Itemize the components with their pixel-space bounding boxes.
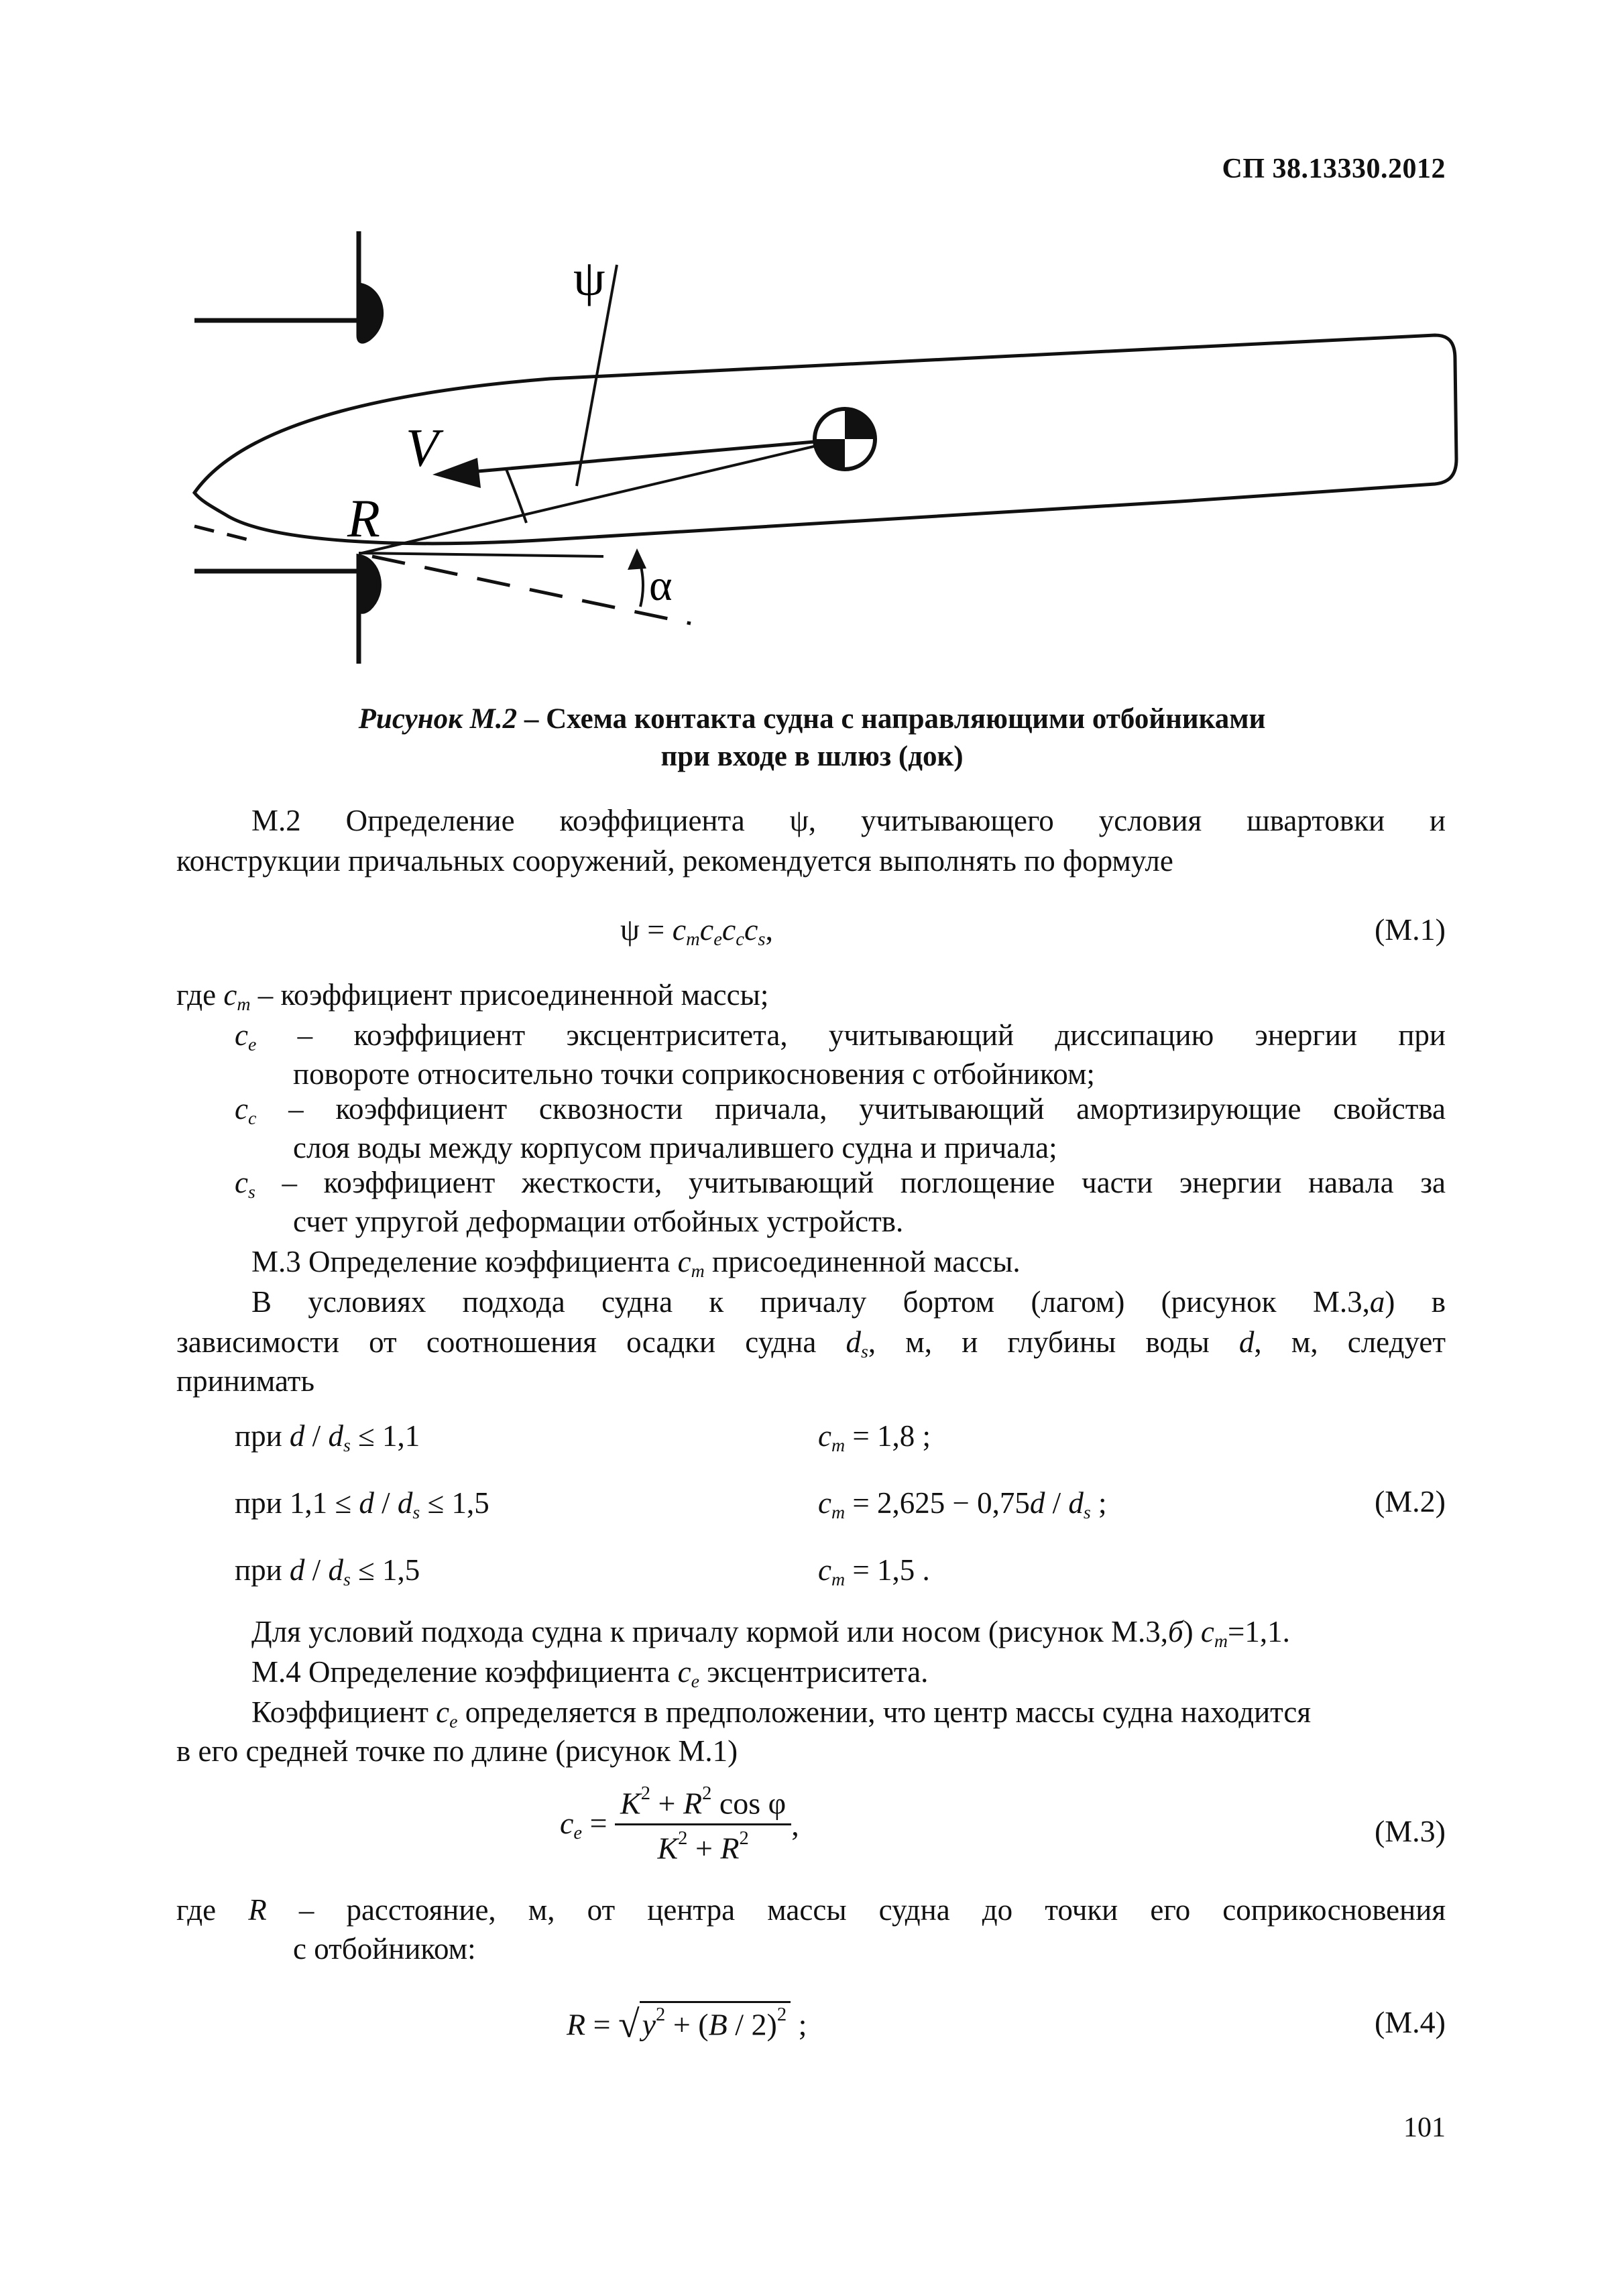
m4-head-a: М.4 Определение коэффициента bbox=[251, 1655, 671, 1689]
m4-p1-b: определяется в предположении, что центр массы судна находится bbox=[457, 1695, 1312, 1729]
r2-val-ds-sub: s bbox=[1083, 1502, 1091, 1523]
stern-val: =1,1. bbox=[1228, 1615, 1290, 1648]
r1-rhs: 1,1 bbox=[382, 1419, 420, 1453]
m3-p1-a: В условиях подхода судна к причалу бортом (лагом) (рисунок М.3, bbox=[251, 1285, 1370, 1319]
m2-row1-cond bbox=[235, 1416, 420, 1465]
m2-line-1b: учитывающего условия швартовки и bbox=[860, 804, 1446, 837]
m4-head-sub: e bbox=[691, 1671, 699, 1692]
r1-val: = 1,8 ; bbox=[845, 1419, 931, 1453]
r2-le1: ≤ bbox=[327, 1486, 359, 1520]
r3-ds: d bbox=[328, 1553, 343, 1587]
m3-head-a: М.3 Определение коэффициента bbox=[251, 1245, 671, 1278]
upper-fender bbox=[194, 231, 382, 341]
def-ce-c: c bbox=[235, 1018, 248, 1052]
f4-eq: = bbox=[585, 2007, 619, 2042]
m3-p2-d1: d bbox=[846, 1325, 861, 1359]
f1-c4: c bbox=[744, 912, 758, 947]
def-cm-c: c bbox=[223, 978, 237, 1012]
stern-a: Для условий подхода судна к причалу кормой или носом (рисунок М.3, bbox=[251, 1615, 1168, 1648]
m2-line-1a: М.2 Определение коэффициента ψ, bbox=[251, 804, 817, 837]
r3-c: c bbox=[818, 1553, 831, 1587]
r2-lhs: 1,1 bbox=[289, 1486, 328, 1520]
r3-when: при bbox=[235, 1553, 282, 1587]
formula-m1-number: (М.1) bbox=[1374, 912, 1446, 947]
m3-p1-b: ) в bbox=[1385, 1285, 1446, 1319]
m3-para-line-3: принимать bbox=[176, 1364, 314, 1398]
formula-m3 bbox=[560, 1783, 799, 1866]
page-number: 101 bbox=[1403, 2112, 1446, 2143]
f3-num-R-sq: 2 bbox=[702, 1783, 712, 1804]
f1-psi: ψ bbox=[620, 912, 640, 947]
m2-row3-value bbox=[818, 1551, 930, 1599]
f3-denominator bbox=[615, 1825, 791, 1866]
r2-val-ds: d bbox=[1068, 1486, 1084, 1520]
r1-when: при bbox=[235, 1419, 282, 1453]
def-cs-text-1: – коэффициент жесткости, учитывающий поглощение части энергии навала за bbox=[255, 1166, 1446, 1199]
m4-head-c: c bbox=[677, 1655, 691, 1689]
m2-row3-cond bbox=[235, 1551, 420, 1599]
formula-m2-number: (М.2) bbox=[1374, 1484, 1446, 1518]
caption-dash: – bbox=[517, 703, 546, 735]
formula-m4-number: (М.4) bbox=[1374, 2005, 1446, 2039]
caption-label: Рисунок М.2 bbox=[358, 703, 518, 735]
m3-p2-b: , м, и глубины воды bbox=[868, 1325, 1210, 1359]
f4-semicolon: ; bbox=[791, 2007, 807, 2042]
r1-le: ≤ bbox=[350, 1419, 382, 1453]
f1-c1: c bbox=[672, 912, 687, 947]
f4-y-sq: 2 bbox=[656, 2004, 666, 2025]
f3-num-K: K bbox=[620, 1786, 641, 1821]
m3-p2-sub-s: s bbox=[861, 1341, 868, 1362]
formula-m3-number: (М.3) bbox=[1374, 1814, 1446, 1848]
f4-plus: + bbox=[665, 2007, 699, 2042]
r2-val-d: d bbox=[1029, 1486, 1045, 1520]
def-cs-sub: s bbox=[247, 1181, 255, 1203]
r3-val: = 1,5 . bbox=[845, 1553, 930, 1587]
m4-p1-c: c bbox=[436, 1695, 450, 1729]
r1-c-sub: m bbox=[831, 1435, 846, 1456]
f3-den-R-sq: 2 bbox=[739, 1828, 749, 1850]
formula-m1 bbox=[620, 912, 773, 951]
f1-sub-e: e bbox=[713, 928, 722, 950]
stern-b: ) bbox=[1183, 1615, 1194, 1648]
lower-fender bbox=[194, 556, 379, 664]
f3-comma: , bbox=[791, 1807, 799, 1842]
r3-d: d bbox=[289, 1553, 305, 1587]
center-of-mass-symbol bbox=[815, 409, 875, 469]
def-cc-c: c bbox=[235, 1092, 248, 1126]
f3-den-R: R bbox=[720, 1831, 740, 1866]
label-alpha: α bbox=[649, 561, 673, 610]
f4-half: / 2 bbox=[727, 2007, 767, 2042]
m3-p2-a: зависимости от соотношения осадки судна bbox=[176, 1325, 817, 1359]
f1-sub-m: m bbox=[686, 928, 700, 950]
f3-c: c bbox=[560, 1805, 574, 1840]
f3-num-R: R bbox=[683, 1786, 703, 1821]
m3-para-line-1 bbox=[251, 1282, 1446, 1321]
f4-y: y bbox=[642, 2007, 656, 2042]
label-psi: ψ bbox=[573, 250, 605, 306]
f1-comma: , bbox=[765, 912, 773, 947]
f4-B: B bbox=[708, 2007, 728, 2042]
formula-m4 bbox=[567, 2001, 807, 2046]
def-ce-text-1: – коэффициент эксцентриситета, учитывающий диссипацию энергии при bbox=[256, 1018, 1446, 1052]
m4-head-b: эксцентриситета. bbox=[699, 1655, 929, 1689]
m3-p1-ital: а bbox=[1369, 1285, 1385, 1319]
def-cc-sub: c bbox=[247, 1107, 257, 1129]
r2-ds-sub: s bbox=[412, 1502, 420, 1523]
r1-c: c bbox=[818, 1419, 831, 1453]
r1-ds-sub: s bbox=[343, 1435, 351, 1456]
r2-val-slash: / bbox=[1045, 1486, 1069, 1520]
document-code: СП 38.13330.2012 bbox=[1222, 154, 1446, 184]
figure-caption bbox=[0, 701, 1624, 776]
def-cs-line-2: счет упругой деформации отбойных устройств. bbox=[293, 1205, 904, 1238]
def-cc-text-1: – коэффициент сквозности причала, учитывающий амортизирующие свойства bbox=[256, 1092, 1446, 1126]
f1-c2: c bbox=[699, 912, 714, 947]
m3-head-b: присоединенной массы. bbox=[704, 1245, 1021, 1278]
f3-num-K-sq: 2 bbox=[640, 1783, 650, 1804]
caption-line-2: при входе в шлюз (док) bbox=[660, 741, 964, 772]
r1-slash: / bbox=[304, 1419, 329, 1453]
def-cc-line-2: слоя воды между корпусом причалившего судна и причала; bbox=[293, 1131, 1057, 1164]
r2-val-a: = 2,625 − 0,75 bbox=[845, 1486, 1030, 1520]
m2-row2-value bbox=[818, 1484, 1107, 1532]
f1-c3: c bbox=[721, 912, 736, 947]
def-ce-sub: e bbox=[247, 1034, 257, 1055]
m3-p2-c: , м, следует bbox=[1254, 1325, 1446, 1359]
f4-radicand: $y^2 + (B / 2)^2$ bbox=[640, 2001, 791, 2042]
f1-eq: = bbox=[639, 912, 673, 947]
m2-line-1 bbox=[251, 801, 1446, 840]
psi-angle-arc bbox=[506, 469, 526, 523]
r3-slash: / bbox=[304, 1553, 329, 1587]
m3-head-sub: m bbox=[691, 1260, 705, 1282]
f3-eq: = bbox=[582, 1805, 616, 1840]
stern-c-sub: m bbox=[1214, 1630, 1228, 1652]
r2-ds: d bbox=[397, 1486, 413, 1520]
r-def-R: R bbox=[248, 1893, 267, 1927]
r-def-where: где bbox=[176, 1893, 217, 1927]
velocity-arrowhead bbox=[432, 458, 481, 488]
f4-sqrt-sign: √ bbox=[618, 2003, 640, 2046]
f4-paren-sq: 2 bbox=[776, 2004, 787, 2025]
r1-d: d bbox=[289, 1419, 305, 1453]
r3-ds-sub: s bbox=[343, 1569, 351, 1590]
r2-d: d bbox=[359, 1486, 374, 1520]
f4-R: R bbox=[567, 2007, 586, 2042]
f3-num-plus: + bbox=[650, 1786, 683, 1821]
def-where: где bbox=[176, 978, 217, 1012]
r2-rhs: 1,5 bbox=[451, 1486, 489, 1520]
r2-val-b: ; bbox=[1090, 1486, 1107, 1520]
caption-line-1 bbox=[0, 701, 1624, 738]
f3-num-cos: cos φ bbox=[711, 1786, 787, 1821]
m3-head-c: c bbox=[677, 1245, 691, 1278]
f3-lhs bbox=[560, 1805, 616, 1844]
f3-den-K: K bbox=[657, 1831, 679, 1866]
m4-p1-sub: e bbox=[449, 1711, 458, 1732]
f3-fraction bbox=[615, 1783, 791, 1866]
m3-p2-d2: d bbox=[1238, 1325, 1255, 1359]
m3-para-line-2 bbox=[176, 1323, 1446, 1372]
r2-le2: ≤ bbox=[420, 1486, 452, 1520]
ship-axis-dashed-left bbox=[194, 526, 248, 540]
r2-c: c bbox=[818, 1486, 831, 1520]
f1-sub-s: s bbox=[758, 928, 766, 950]
f3-den-K-sq: 2 bbox=[678, 1828, 688, 1850]
r3-c-sub: m bbox=[831, 1569, 846, 1590]
r2-c-sub: m bbox=[831, 1502, 846, 1523]
f3-numerator bbox=[615, 1783, 791, 1825]
r2-when: при bbox=[235, 1486, 282, 1520]
m4-p1-a: Коэффициент bbox=[251, 1695, 428, 1729]
caption-text-1: Схема контакта судна с направляющими отбойниками bbox=[546, 703, 1266, 735]
label-R: R bbox=[347, 489, 380, 548]
def-cm-sub: m bbox=[237, 993, 251, 1015]
r1-ds: d bbox=[328, 1419, 343, 1453]
def-cs-c: c bbox=[235, 1166, 248, 1199]
f3-sub-e: e bbox=[573, 1822, 583, 1844]
stern-c: c bbox=[1200, 1615, 1214, 1648]
hull-tangent-line bbox=[359, 553, 603, 556]
stern-ital: б bbox=[1168, 1615, 1183, 1648]
ship-contact-diagram bbox=[174, 221, 1475, 690]
r-def-line-1 bbox=[176, 1890, 1446, 1929]
m2-line-2: конструкции причальных сооружений, рекомендуется выполнять по формуле bbox=[176, 844, 1173, 878]
velocity-vector-line bbox=[463, 439, 845, 473]
r-def-line-2: с отбойником: bbox=[293, 1932, 476, 1966]
m2-row2-cond bbox=[235, 1484, 489, 1532]
r3-rhs: 1,5 bbox=[382, 1553, 420, 1587]
alpha-arrowhead bbox=[628, 548, 646, 570]
r2-slash: / bbox=[373, 1486, 398, 1520]
def-cm-text: – коэффициент присоединенной массы; bbox=[250, 978, 769, 1012]
m4-para-line-2: в его средней точке по длине (рисунок М.1) bbox=[176, 1734, 738, 1768]
f3-den-plus: + bbox=[687, 1831, 721, 1866]
m2-row1-value bbox=[818, 1416, 931, 1465]
label-V: V bbox=[406, 419, 439, 478]
r-def-text: – расстояние, м, от центра массы судна до точки его соприкосновения bbox=[266, 1893, 1446, 1927]
r3-le: ≤ bbox=[350, 1553, 382, 1587]
def-ce-line-2: повороте относительно точки соприкосновения с отбойником; bbox=[293, 1057, 1095, 1091]
f1-sub-c: c bbox=[736, 928, 744, 950]
